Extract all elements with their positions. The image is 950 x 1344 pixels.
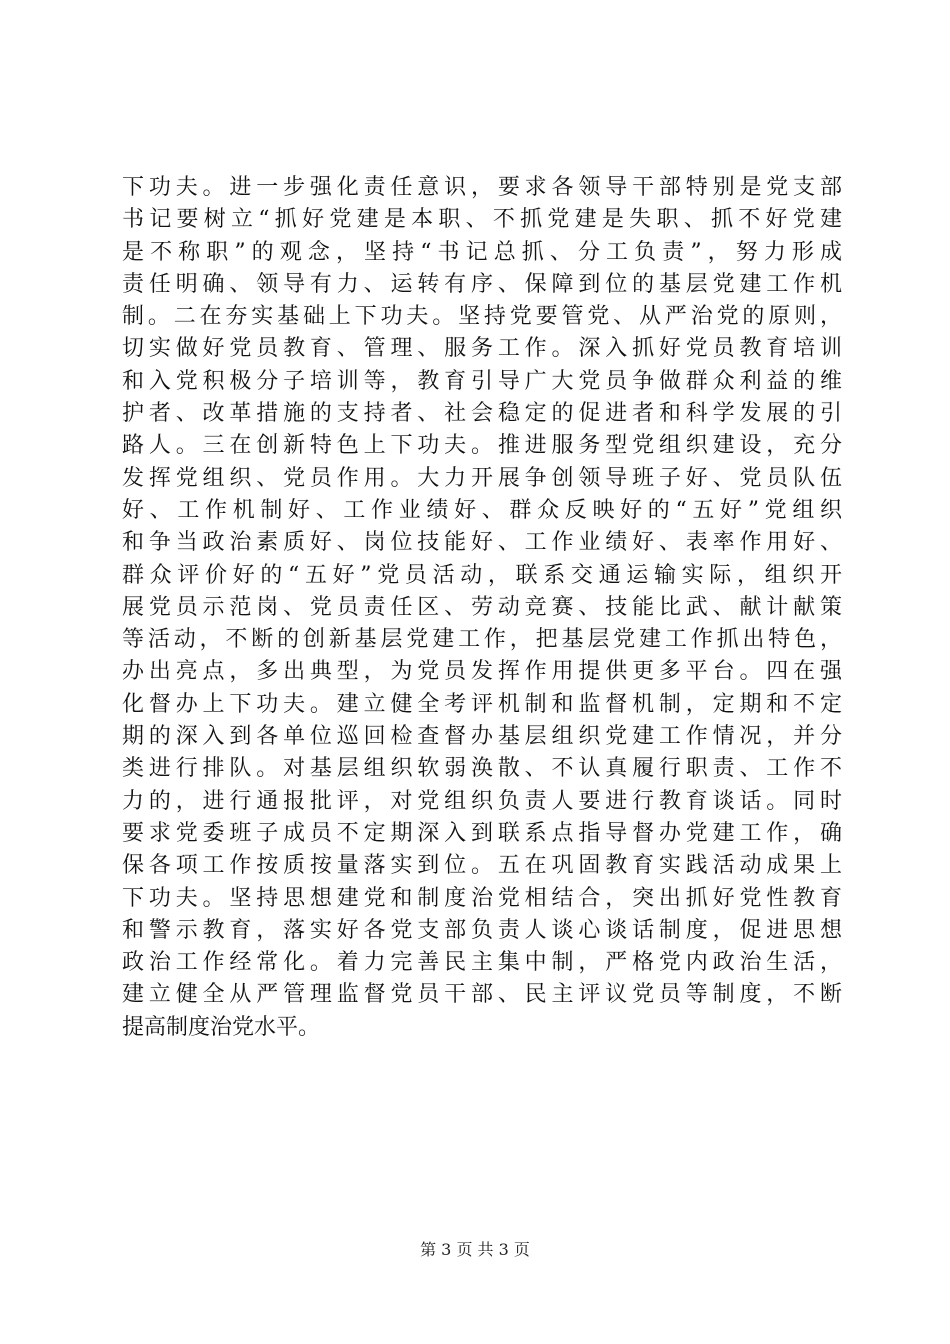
page-number-footer: 第 3 页 共 3 页 <box>420 1240 530 1259</box>
text-line: 办出亮点，多出典型，为党员发挥作用提供更多平台。四在强 <box>122 659 842 685</box>
text-line: 群众评价好的“五好”党员活动，联系交通运输实际，组织开 <box>122 562 842 588</box>
text-line: 政治工作经常化。着力完善民主集中制，严格党内政治生活， <box>122 950 842 976</box>
text-line: 力的，进行通报批评，对党组织负责人要进行教育谈话。同时 <box>122 788 842 814</box>
text-line: 化督办上下功夫。建立健全考评机制和监督机制，定期和不定 <box>122 691 842 717</box>
text-line: 是不称职”的观念，坚持“书记总抓、分工负责”，努力形成 <box>122 239 842 265</box>
text-line: 展党员示范岗、党员责任区、劳动竞赛、技能比武、献计献策 <box>122 594 842 620</box>
text-line: 护者、改革措施的支持者、社会稳定的促进者和科学发展的引 <box>122 401 842 427</box>
text-line: 提高制度治党水平。 <box>122 1014 321 1040</box>
text-line: 制。二在夯实基础上下功夫。坚持党要管党、从严治党的原则， <box>122 304 842 330</box>
text-line: 和争当政治素质好、岗位技能好、工作业绩好、表率作用好、 <box>122 530 842 556</box>
text-line: 责任明确、领导有力、运转有序、保障到位的基层党建工作机 <box>122 271 842 297</box>
text-line: 类进行排队。对基层组织软弱涣散、不认真履行职责、工作不 <box>122 756 842 782</box>
text-line: 发挥党组织、党员作用。大力开展争创领导班子好、党员队伍 <box>122 465 842 491</box>
text-line: 建立健全从严管理监督党员干部、民主评议党员等制度，不断 <box>122 982 842 1008</box>
text-line: 书记要树立“抓好党建是本职、不抓党建是失职、抓不好党建 <box>122 207 842 233</box>
text-line: 路人。三在创新特色上下功夫。推进服务型党组织建设，充分 <box>122 433 842 459</box>
body-text <box>122 172 842 1044</box>
text-line: 要求党委班子成员不定期深入到联系点指导督办党建工作，确 <box>122 820 842 846</box>
text-line: 和警示教育，落实好各党支部负责人谈心谈话制度，促进思想 <box>122 917 842 943</box>
text-line: 切实做好党员教育、管理、服务工作。深入抓好党员教育培训 <box>122 336 842 362</box>
text-line: 保各项工作按质按量落实到位。五在巩固教育实践活动成果上 <box>122 853 842 879</box>
text-line: 和入党积极分子培训等，教育引导广大党员争做群众利益的维 <box>122 368 842 394</box>
text-line: 下功夫。坚持思想建党和制度治党相结合，突出抓好党性教育 <box>122 885 842 911</box>
text-line: 下功夫。进一步强化责任意识，要求各领导干部特别是党支部 <box>122 175 842 200</box>
text-line: 期的深入到各单位巡回检查督办基层组织党建工作情况，并分 <box>122 724 842 750</box>
text-line: 好、工作机制好、工作业绩好、群众反映好的“五好”党组织 <box>122 497 842 523</box>
text-line: 等活动，不断的创新基层党建工作，把基层党建工作抓出特色， <box>122 627 842 653</box>
